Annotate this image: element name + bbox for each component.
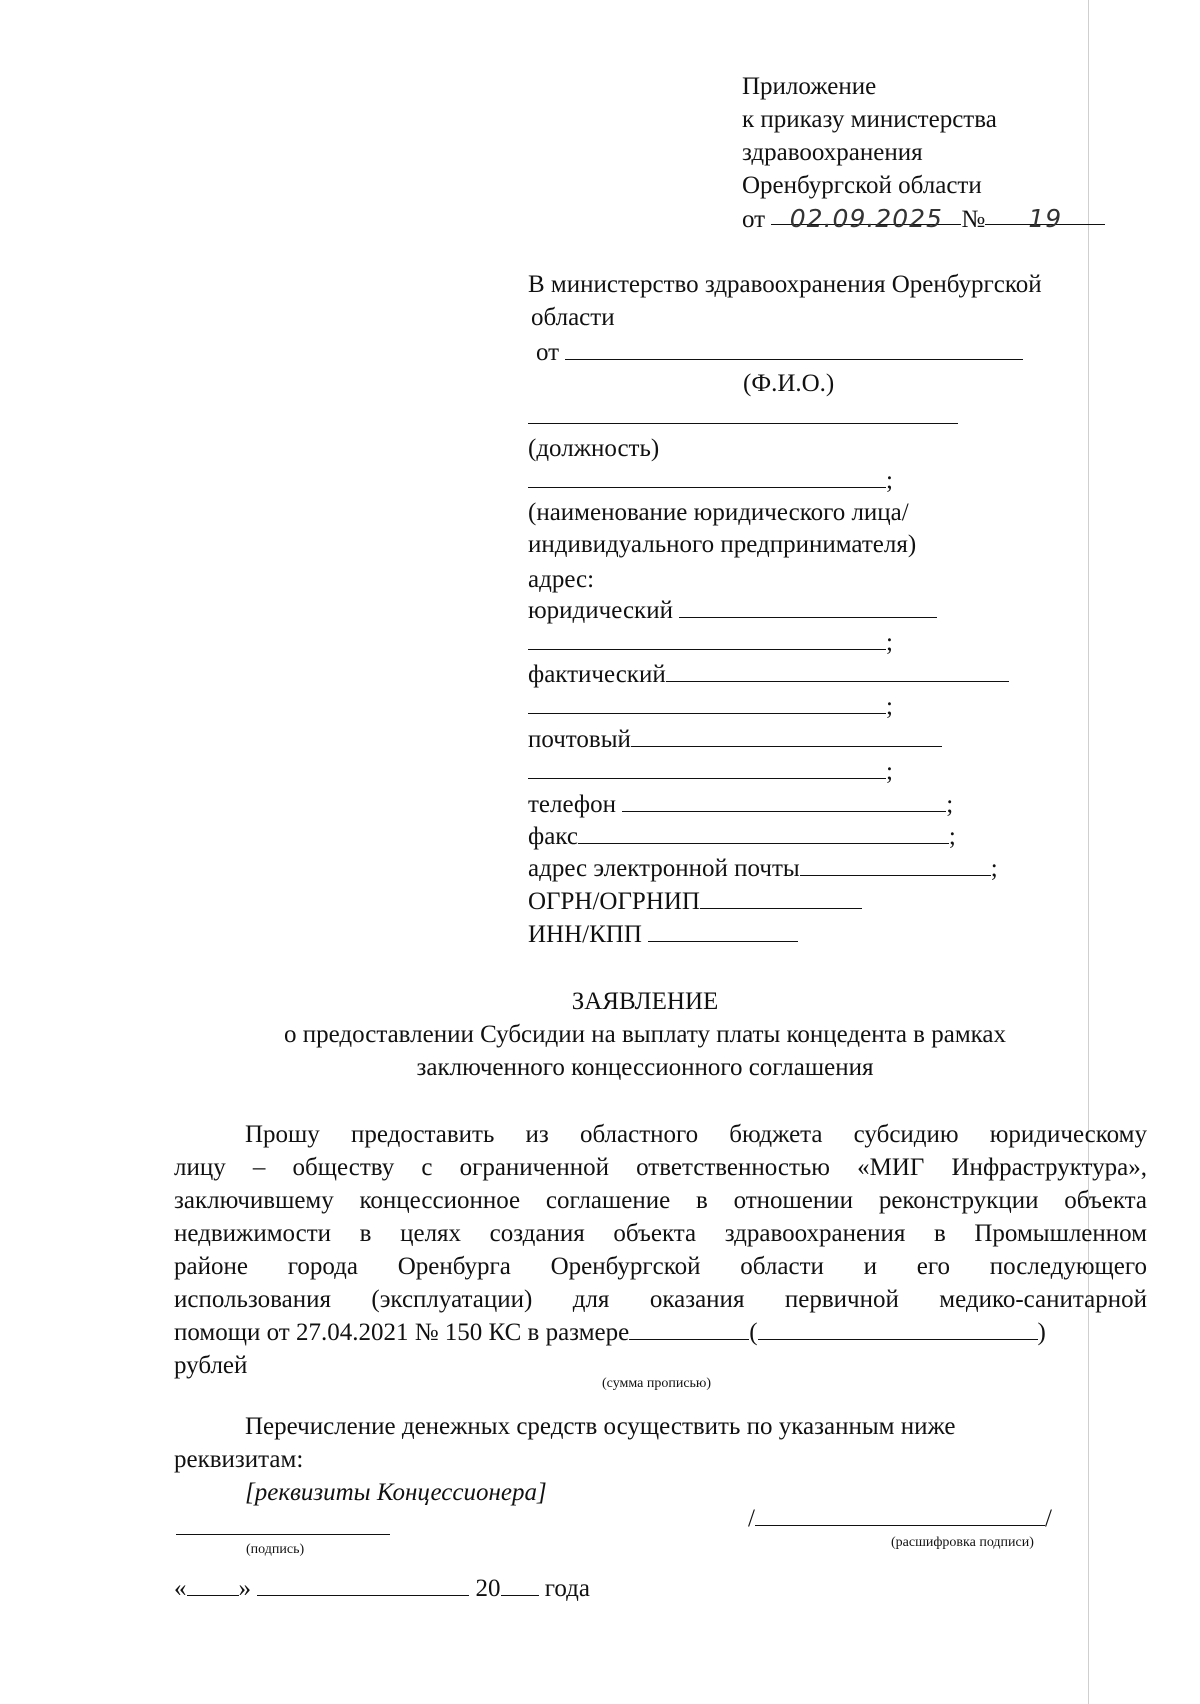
position-caption: (должность) xyxy=(528,435,660,462)
appendix-number-sign: № xyxy=(961,206,986,233)
email-row xyxy=(528,852,998,885)
body-line-7 xyxy=(174,1316,1046,1349)
entity-field xyxy=(528,465,886,488)
amount-field xyxy=(629,1317,749,1340)
entity-caption-1: (наименование юридического лица/ xyxy=(528,499,909,526)
fax-row xyxy=(528,820,956,853)
addressee-from-label: от xyxy=(536,339,560,366)
phone-semicolon: ; xyxy=(946,791,954,818)
postal-address-label: почтовый xyxy=(528,726,631,753)
body-line-5: районе города Оренбурга Оренбургской области и его последующего xyxy=(174,1253,1147,1280)
email-semicolon: ; xyxy=(990,855,998,882)
month-field xyxy=(257,1573,469,1596)
body-line-1: Прошу предоставить из областного бюджета субсидию юридическому xyxy=(245,1121,1147,1148)
postal-address-row-2 xyxy=(528,755,893,788)
position-field xyxy=(528,401,958,424)
year-word: года xyxy=(544,1575,590,1602)
appendix-line-2: к приказу министерства xyxy=(742,106,997,133)
year-prefix: 20 xyxy=(475,1575,501,1602)
postal-address-row xyxy=(528,723,942,756)
legal-address-row xyxy=(528,594,937,627)
day-field xyxy=(187,1573,239,1596)
statement-title: ЗАЯВЛЕНИЕ xyxy=(571,988,719,1015)
address-label: адрес: xyxy=(528,566,595,593)
actual-address-field-2 xyxy=(528,691,886,714)
fax-label: факс xyxy=(528,823,578,850)
actual-address-row-2 xyxy=(528,690,893,723)
paren-open: ( xyxy=(749,1319,758,1346)
fio-caption: (Ф.И.О.) xyxy=(743,370,835,397)
appendix-number-handwritten: 19 xyxy=(1028,204,1063,233)
body-amount-text: помощи от 27.04.2021 № 150 КС в размере xyxy=(174,1319,630,1346)
rubles-label: рублей xyxy=(174,1352,248,1379)
decode-slash-right: / xyxy=(1044,1505,1052,1532)
entity-caption-2: индивидуального предпринимателя) xyxy=(528,531,917,558)
signature-decode-caption: (расшифровка подписи) xyxy=(891,1535,1034,1550)
signature-caption: (подпись) xyxy=(246,1542,305,1557)
legal-address-field-2 xyxy=(528,627,886,650)
postal-address-semicolon: ; xyxy=(886,758,893,785)
signature-decode-row xyxy=(748,1502,1052,1535)
date-quote-open: « xyxy=(174,1575,187,1602)
scan-edge-line xyxy=(1088,0,1089,1704)
body-line-3: заключившему концессионное соглашение в отношении реконструкции объекта xyxy=(174,1187,1147,1214)
body-line-4: недвижимости в целях создания объекта здравоохранения в Промышленном xyxy=(174,1220,1147,1247)
body-line-2: лицу – обществу с ограниченной ответственностью «МИГ Инфраструктура», xyxy=(174,1154,1147,1181)
signature-decode-field xyxy=(755,1503,1045,1526)
appendix-line-4: Оренбургской области xyxy=(742,172,982,199)
addressee-from-row xyxy=(536,336,1023,369)
phone-row xyxy=(528,788,953,821)
email-field xyxy=(800,853,991,876)
phone-field xyxy=(622,789,946,812)
email-label: адрес электронной почты xyxy=(528,855,800,882)
entity-field-semicolon: ; xyxy=(886,467,893,494)
postal-address-field xyxy=(631,724,942,747)
postal-address-field-2 xyxy=(528,756,886,779)
sum-in-words-caption: (сумма прописью) xyxy=(602,1376,712,1391)
appendix-date-row xyxy=(742,202,1105,236)
paren-close: ) xyxy=(1037,1319,1046,1346)
date-quote-close: » xyxy=(238,1575,251,1602)
appendix-date-field xyxy=(771,202,961,233)
appendix-line-3: здравоохранения xyxy=(742,139,923,166)
signature-line xyxy=(176,1534,390,1535)
transfer-line-2: реквизитам: xyxy=(174,1446,304,1473)
legal-address-semicolon: ; xyxy=(886,629,893,656)
appendix-line-1: Приложение xyxy=(742,73,877,100)
statement-subtitle-1: о предоставлении Субсидии на выплату платы концедента в рамках xyxy=(284,1021,1006,1048)
decode-slash-left: / xyxy=(748,1505,755,1532)
position-field-row xyxy=(528,400,958,433)
addressee-line-2: области xyxy=(531,304,615,331)
year-field xyxy=(501,1573,539,1596)
legal-address-field xyxy=(679,595,937,618)
entity-field-row xyxy=(528,464,893,497)
appendix-date-handwritten: 02.09.2025 xyxy=(789,204,943,233)
inn-field xyxy=(648,919,798,942)
actual-address-field xyxy=(666,659,1009,682)
requisites-placeholder: [реквизиты Концессионера] xyxy=(245,1479,547,1506)
date-row xyxy=(174,1572,590,1605)
ogrn-row xyxy=(528,885,862,918)
actual-address-semicolon: ; xyxy=(886,693,893,720)
inn-row xyxy=(528,918,798,951)
legal-address-label: юридический xyxy=(528,597,673,624)
transfer-line-1: Перечисление денежных средств осуществить по указанным ниже xyxy=(245,1413,956,1440)
actual-address-row xyxy=(528,658,1009,691)
ogrn-label: ОГРН/ОГРНИП xyxy=(528,888,700,915)
ogrn-field xyxy=(700,886,862,909)
appendix-from-label: от xyxy=(742,206,766,233)
appendix-number-field xyxy=(985,202,1105,233)
inn-label: ИНН/КПП xyxy=(528,921,642,948)
actual-address-label: фактический xyxy=(528,661,666,688)
fio-field xyxy=(565,337,1023,360)
statement-subtitle-2: заключенного концессионного соглашения xyxy=(416,1054,874,1081)
body-line-6: использования (эксплуатации) для оказания первичной медико-санитарной xyxy=(174,1286,1147,1313)
legal-address-row-2 xyxy=(528,626,893,659)
phone-label: телефон xyxy=(528,791,616,818)
fax-semicolon: ; xyxy=(948,823,956,850)
addressee-line-1: В министерство здравоохранения Оренбургской xyxy=(528,271,1042,298)
amount-words-field xyxy=(758,1317,1038,1340)
fax-field xyxy=(578,821,949,844)
